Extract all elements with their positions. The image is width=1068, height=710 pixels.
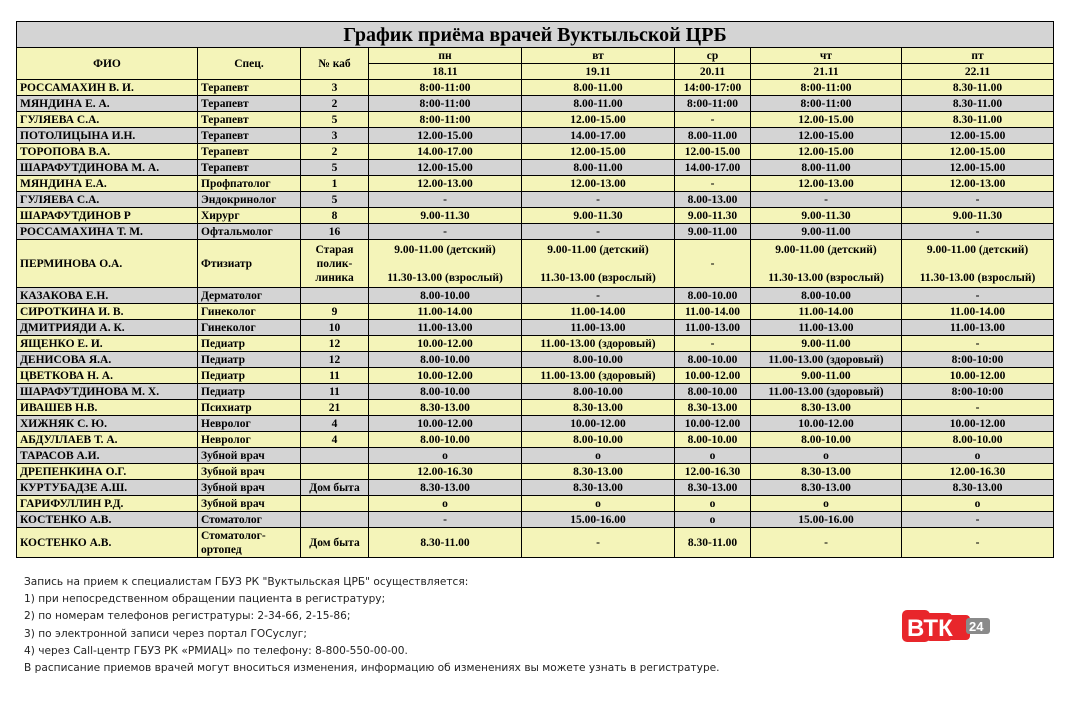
schedule-cell: - xyxy=(522,224,675,240)
schedule-cell: 10.00-12.00 xyxy=(902,416,1054,432)
doctor-name: КОСТЕНКО А.В. xyxy=(17,528,198,558)
room-number: 1 xyxy=(301,176,369,192)
room-number: 2 xyxy=(301,96,369,112)
doctor-specialty: Фтизиатр xyxy=(198,240,301,288)
table-row xyxy=(17,416,1054,432)
schedule-cell: - xyxy=(902,528,1054,558)
schedule-cell: 12.00-13.00 xyxy=(751,176,902,192)
doctor-specialty: Терапевт xyxy=(198,128,301,144)
schedule-cell: 8.00-11.00 xyxy=(751,160,902,176)
doctor-name: ДЕНИСОВА Я.А. xyxy=(17,352,198,368)
schedule-cell: 8.00-10.00 xyxy=(675,432,751,448)
schedule-cell: 14:00-17:00 xyxy=(675,80,751,96)
schedule-cell: 8.00-10.00 xyxy=(369,384,522,400)
schedule-cell: о xyxy=(751,496,902,512)
doctor-specialty: Педиатр xyxy=(198,384,301,400)
schedule-cell: 8.00-10.00 xyxy=(369,352,522,368)
header-name: ФИО xyxy=(17,48,198,80)
schedule-cell: 8.30-11.00 xyxy=(902,96,1054,112)
doctor-specialty: Стоматолог xyxy=(198,512,301,528)
schedule-cell: 11.00-13.00 xyxy=(369,320,522,336)
schedule-cell: 11.00-13.00 (здоровый) xyxy=(751,352,902,368)
header-day: ср xyxy=(675,48,751,64)
schedule-cell: - xyxy=(522,528,675,558)
schedule-cell: 8:00-11:00 xyxy=(675,96,751,112)
schedule-cell: 10.00-12.00 xyxy=(902,368,1054,384)
schedule-cell: - xyxy=(522,288,675,304)
schedule-cell: 10.00-12.00 xyxy=(369,368,522,384)
schedule-cell: - xyxy=(902,192,1054,208)
doctor-name: ХИЖНЯК С. Ю. xyxy=(17,416,198,432)
doctor-specialty: Гинеколог xyxy=(198,320,301,336)
schedule-cell: 14.00-17.00 xyxy=(675,160,751,176)
schedule-cell: о xyxy=(675,512,751,528)
schedule-cell: 9.00-11.00 xyxy=(675,224,751,240)
schedule-cell: 8:00-11:00 xyxy=(751,96,902,112)
schedule-cell: 8.00-11.00 xyxy=(522,80,675,96)
doctor-specialty: Профпатолог xyxy=(198,176,301,192)
schedule-cell: 10.00-12.00 xyxy=(369,336,522,352)
schedule-cell: 8.00-11.00 xyxy=(675,128,751,144)
table-row xyxy=(17,208,1054,224)
page-title: График приёма врачей Вуктыльской ЦРБ xyxy=(17,22,1054,48)
schedule-cell: 15.00-16.00 xyxy=(751,512,902,528)
schedule-cell: о xyxy=(902,496,1054,512)
schedule-cell: о xyxy=(751,448,902,464)
schedule-cell: 8.00-10.00 xyxy=(369,288,522,304)
doctor-specialty: Эндокринолог xyxy=(198,192,301,208)
doctor-name: РОССАМАХИНА Т. М. xyxy=(17,224,198,240)
doctor-name: ДМИТРИЯДИ А. К. xyxy=(17,320,198,336)
room-number xyxy=(301,512,369,528)
doctor-name: ПЕРМИНОВА О.А. xyxy=(17,240,198,288)
table-row xyxy=(17,400,1054,416)
room-number: 10 xyxy=(301,320,369,336)
schedule-cell: 8.30-11.00 xyxy=(369,528,522,558)
logo-number: 24 xyxy=(969,619,984,634)
footer-line: 1) при непосредственном обращении пациента в регистратуру; xyxy=(24,593,386,606)
doctor-name: ГУЛЯЕВА С.А. xyxy=(17,112,198,128)
room-number: 4 xyxy=(301,416,369,432)
doctor-name: ШАРАФУТДИНОВ Р xyxy=(17,208,198,224)
table-row xyxy=(17,80,1054,96)
header-day: вт xyxy=(522,48,675,64)
table-row xyxy=(17,320,1054,336)
schedule-cell: 9.00-11.00 xyxy=(751,224,902,240)
room-number: 3 xyxy=(301,80,369,96)
schedule-cell: 9.00-11.30 xyxy=(522,208,675,224)
table-row xyxy=(17,128,1054,144)
schedule-cell: - xyxy=(902,512,1054,528)
schedule-cell: - xyxy=(902,336,1054,352)
schedule-cell: 8.30-13.00 xyxy=(751,464,902,480)
vtk24-logo xyxy=(900,604,992,646)
schedule-cell: 8.00-10.00 xyxy=(902,432,1054,448)
schedule-cell: 12.00-13.00 xyxy=(369,176,522,192)
schedule-cell: 8.00-10.00 xyxy=(675,384,751,400)
schedule-cell: 11.00-13.00 (здоровый) xyxy=(522,368,675,384)
schedule-cell: 11.00-13.00 xyxy=(522,320,675,336)
schedule-cell: 12.00-15.00 xyxy=(751,144,902,160)
schedule-cell: 8.00-10.00 xyxy=(369,432,522,448)
schedule-cell: 12.00-16.30 xyxy=(675,464,751,480)
table-row xyxy=(17,224,1054,240)
schedule-cell: о xyxy=(902,448,1054,464)
schedule-cell: 9.00-11.00 (детский) 11.30-13.00 (взрослый) xyxy=(751,240,902,288)
schedule-cell: 8.00-10.00 xyxy=(522,352,675,368)
doctor-specialty: Терапевт xyxy=(198,160,301,176)
room-number: 3 xyxy=(301,128,369,144)
schedule-cell: - xyxy=(751,192,902,208)
schedule-cell: 12.00-15.00 xyxy=(751,128,902,144)
schedule-cell: 12.00-15.00 xyxy=(522,112,675,128)
schedule-cell: 9.00-11.30 xyxy=(675,208,751,224)
schedule-cell: 11.00-14.00 xyxy=(522,304,675,320)
table-row xyxy=(17,528,1054,558)
doctor-specialty: Терапевт xyxy=(198,112,301,128)
schedule-cell: 9.00-11.30 xyxy=(902,208,1054,224)
table-row xyxy=(17,240,1054,288)
room-number: Старая полик-линика xyxy=(301,240,369,288)
schedule-cell: 8.30-11.00 xyxy=(902,112,1054,128)
room-number xyxy=(301,496,369,512)
schedule-cell: - xyxy=(522,192,675,208)
schedule-cell: 14.00-17.00 xyxy=(522,128,675,144)
table-row xyxy=(17,384,1054,400)
schedule-cell: - xyxy=(675,112,751,128)
schedule-cell: 11.00-13.00 xyxy=(675,320,751,336)
schedule-cell: 12.00-15.00 xyxy=(522,144,675,160)
schedule-cell: 8.30-11.00 xyxy=(675,528,751,558)
header-day: пн xyxy=(369,48,522,64)
schedule-cell: - xyxy=(902,400,1054,416)
doctor-specialty: Хирург xyxy=(198,208,301,224)
schedule-cell: 11.00-14.00 xyxy=(369,304,522,320)
schedule-cell: - xyxy=(751,528,902,558)
header-date: 20.11 xyxy=(675,64,751,80)
doctor-name: ШАРАФУТДИНОВА М. Х. xyxy=(17,384,198,400)
table-row xyxy=(17,112,1054,128)
doctor-name: ТОРОПОВА В.А. xyxy=(17,144,198,160)
schedule-cell: 8.30-13.00 xyxy=(522,480,675,496)
schedule-cell: 11.00-13.00 xyxy=(751,320,902,336)
schedule-cell: 12.00-15.00 xyxy=(369,128,522,144)
doctor-name: ГАРИФУЛЛИН Р.Д. xyxy=(17,496,198,512)
schedule-cell: 8.30-13.00 xyxy=(522,400,675,416)
schedule-cell: 9.00-11.00 (детский) 11.30-13.00 (взрослый) xyxy=(522,240,675,288)
doctor-specialty: Зубной врач xyxy=(198,496,301,512)
room-number: 11 xyxy=(301,384,369,400)
schedule-cell: 8.30-13.00 xyxy=(902,480,1054,496)
schedule-cell: 8.00-10.00 xyxy=(751,288,902,304)
doctor-name: КУРТУБАДЗЕ А.Ш. xyxy=(17,480,198,496)
doctor-name: ГУЛЯЕВА С.А. xyxy=(17,192,198,208)
room-number xyxy=(301,288,369,304)
room-number: Дом быта xyxy=(301,528,369,558)
doctor-name: МЯНДИНА Е. А. xyxy=(17,96,198,112)
room-number: 5 xyxy=(301,112,369,128)
schedule-cell: 10.00-12.00 xyxy=(751,416,902,432)
room-number: 12 xyxy=(301,336,369,352)
schedule-cell: 11.00-14.00 xyxy=(675,304,751,320)
room-number xyxy=(301,464,369,480)
doctor-name: ЦВЕТКОВА Н. А. xyxy=(17,368,198,384)
schedule-cell: о xyxy=(369,496,522,512)
header-date: 22.11 xyxy=(902,64,1054,80)
table-row xyxy=(17,496,1054,512)
doctor-name: ДРЕПЕНКИНА О.Г. xyxy=(17,464,198,480)
room-number: 16 xyxy=(301,224,369,240)
schedule-cell: 12.00-15.00 xyxy=(902,160,1054,176)
schedule-cell: 8.30-13.00 xyxy=(369,480,522,496)
doctor-specialty: Стоматолог-ортопед xyxy=(198,528,301,558)
schedule-cell: 8.00-10.00 xyxy=(751,432,902,448)
schedule-cell: 8.00-13.00 xyxy=(675,192,751,208)
schedule-table xyxy=(16,21,1054,558)
table-row xyxy=(17,336,1054,352)
schedule-cell: 8.00-10.00 xyxy=(522,432,675,448)
header-room: № каб xyxy=(301,48,369,80)
schedule-cell: 8.00-11.00 xyxy=(522,160,675,176)
doctor-name: МЯНДИНА Е.А. xyxy=(17,176,198,192)
schedule-cell: 8:00-11:00 xyxy=(369,112,522,128)
header-date: 21.11 xyxy=(751,64,902,80)
room-number: 12 xyxy=(301,352,369,368)
schedule-cell: 8.30-13.00 xyxy=(675,400,751,416)
header-date: 18.11 xyxy=(369,64,522,80)
table-row xyxy=(17,160,1054,176)
schedule-cell: 8.30-13.00 xyxy=(675,480,751,496)
room-number: 5 xyxy=(301,192,369,208)
room-number: 11 xyxy=(301,368,369,384)
doctor-specialty: Офтальмолог xyxy=(198,224,301,240)
schedule-cell: - xyxy=(902,288,1054,304)
schedule-cell: 8.00-10.00 xyxy=(675,288,751,304)
schedule-cell: - xyxy=(675,176,751,192)
schedule-cell: 8.00-10.00 xyxy=(675,352,751,368)
doctor-specialty: Невролог xyxy=(198,432,301,448)
schedule-cell: - xyxy=(369,512,522,528)
table-row xyxy=(17,352,1054,368)
doctor-specialty: Терапевт xyxy=(198,144,301,160)
schedule-cell: 9.00-11.00 (детский) 11.30-13.00 (взрослый) xyxy=(369,240,522,288)
schedule-cell: о xyxy=(675,448,751,464)
doctor-name: ЯЩЕНКО Е. И. xyxy=(17,336,198,352)
schedule-cell: 9.00-11.00 xyxy=(751,336,902,352)
schedule-cell: 12.00-13.00 xyxy=(902,176,1054,192)
schedule-cell: 8.30-13.00 xyxy=(751,400,902,416)
table-row xyxy=(17,480,1054,496)
table-row xyxy=(17,512,1054,528)
schedule-cell: 12.00-15.00 xyxy=(902,144,1054,160)
doctor-specialty: Педиатр xyxy=(198,336,301,352)
room-number: Дом быта xyxy=(301,480,369,496)
header-spec: Спец. xyxy=(198,48,301,80)
schedule-cell: - xyxy=(902,224,1054,240)
schedule-cell: 8.00-11.00 xyxy=(522,96,675,112)
schedule-cell: 8.30-13.00 xyxy=(751,480,902,496)
schedule-cell: 11.00-13.00 xyxy=(902,320,1054,336)
header-day: чт xyxy=(751,48,902,64)
doctor-name: РОССАМАХИН В. И. xyxy=(17,80,198,96)
schedule-cell: 8:00-11:00 xyxy=(751,80,902,96)
schedule-cell: - xyxy=(369,192,522,208)
doctor-specialty: Педиатр xyxy=(198,352,301,368)
room-number: 5 xyxy=(301,160,369,176)
footer-notes xyxy=(24,574,864,677)
doctor-name: ПОТОЛИЦЫНА И.Н. xyxy=(17,128,198,144)
table-row xyxy=(17,288,1054,304)
doctor-specialty: Терапевт xyxy=(198,80,301,96)
schedule-cell: о xyxy=(369,448,522,464)
schedule-cell: 12.00-15.00 xyxy=(675,144,751,160)
schedule-cell: 10.00-12.00 xyxy=(369,416,522,432)
table-row xyxy=(17,192,1054,208)
room-number: 2 xyxy=(301,144,369,160)
doctor-name: ТАРАСОВ А.И. xyxy=(17,448,198,464)
schedule-cell: 9.00-11.30 xyxy=(369,208,522,224)
room-number: 21 xyxy=(301,400,369,416)
schedule-cell: 9.00-11.30 xyxy=(751,208,902,224)
schedule-cell: 12.00-13.00 xyxy=(522,176,675,192)
schedule-cell: 8.30-13.00 xyxy=(522,464,675,480)
schedule-cell: - xyxy=(675,240,751,288)
schedule-cell: о xyxy=(522,496,675,512)
schedule-cell: 14.00-17.00 xyxy=(369,144,522,160)
schedule-cell: 9.00-11.00 (детский) 11.30-13.00 (взрослый) xyxy=(902,240,1054,288)
doctor-specialty: Психиатр xyxy=(198,400,301,416)
schedule-cell: 8.00-10.00 xyxy=(522,384,675,400)
schedule-cell: 10.00-12.00 xyxy=(675,368,751,384)
schedule-cell: 8:00-11:00 xyxy=(369,96,522,112)
doctor-name: ШАРАФУТДИНОВА М. А. xyxy=(17,160,198,176)
schedule-cell: о xyxy=(675,496,751,512)
table-row xyxy=(17,368,1054,384)
doctor-name: АБДУЛЛАЕВ Т. А. xyxy=(17,432,198,448)
table-row xyxy=(17,304,1054,320)
doctor-specialty: Зубной врач xyxy=(198,464,301,480)
doctor-specialty: Дерматолог xyxy=(198,288,301,304)
schedule-cell: 8.30-13.00 xyxy=(369,400,522,416)
schedule-cell: 10.00-12.00 xyxy=(675,416,751,432)
logo-text: ВТК xyxy=(907,615,953,642)
doctor-name: КОСТЕНКО А.В. xyxy=(17,512,198,528)
doctor-specialty: Невролог xyxy=(198,416,301,432)
schedule-cell: 12.00-15.00 xyxy=(751,112,902,128)
doctor-name: ИВАШЕВ Н.В. xyxy=(17,400,198,416)
schedule-cell: 9.00-11.00 xyxy=(751,368,902,384)
table-row xyxy=(17,432,1054,448)
footer-line: Запись на прием к специалистам ГБУЗ РК "Вуктыльская ЦРБ" осуществляется: xyxy=(24,576,469,588)
doctor-name: СИРОТКИНА И. В. xyxy=(17,304,198,320)
schedule-cell: 8.30-11.00 xyxy=(902,80,1054,96)
schedule-cell: 8:00-10:00 xyxy=(902,352,1054,368)
table-row xyxy=(17,176,1054,192)
schedule-cell: 15.00-16.00 xyxy=(522,512,675,528)
doctor-specialty: Гинеколог xyxy=(198,304,301,320)
schedule-cell: 12.00-15.00 xyxy=(369,160,522,176)
footer-line: 3) по электронной записи через портал ГОСуслуг; xyxy=(24,627,307,640)
header-date: 19.11 xyxy=(522,64,675,80)
table-row xyxy=(17,96,1054,112)
schedule-cell: - xyxy=(369,224,522,240)
schedule-cell: - xyxy=(675,336,751,352)
schedule-cell: 10.00-12.00 xyxy=(522,416,675,432)
schedule-cell: 12.00-16.30 xyxy=(369,464,522,480)
room-number xyxy=(301,448,369,464)
doctor-name: КАЗАКОВА Е.Н. xyxy=(17,288,198,304)
doctor-specialty: Терапевт xyxy=(198,96,301,112)
header-day: пт xyxy=(902,48,1054,64)
footer-line: В расписание приемов врачей могут вноситься изменения, информацию об изменениях вы можете узнать в регистратуре. xyxy=(24,661,720,674)
schedule-cell: 11.00-14.00 xyxy=(751,304,902,320)
table-row xyxy=(17,448,1054,464)
schedule-cell: 11.00-13.00 (здоровый) xyxy=(522,336,675,352)
footer-line: 2) по номерам телефонов регистратуры: 2-34-66, 2-15-86; xyxy=(24,610,351,623)
doctor-specialty: Зубной врач xyxy=(198,480,301,496)
schedule-cell: 12.00-16.30 xyxy=(902,464,1054,480)
schedule-cell: 8:00-11:00 xyxy=(369,80,522,96)
schedule-cell: 12.00-15.00 xyxy=(902,128,1054,144)
room-number: 9 xyxy=(301,304,369,320)
doctor-specialty: Зубной врач xyxy=(198,448,301,464)
schedule-cell: 11.00-14.00 xyxy=(902,304,1054,320)
table-row xyxy=(17,144,1054,160)
table-row xyxy=(17,464,1054,480)
schedule-cell: о xyxy=(522,448,675,464)
room-number: 8 xyxy=(301,208,369,224)
schedule-cell: 8:00-10:00 xyxy=(902,384,1054,400)
footer-line: 4) через Call-центр ГБУЗ РК «РМИАЦ» по телефону: 8-800-550-00-00. xyxy=(24,644,408,657)
schedule-cell: 11.00-13.00 (здоровый) xyxy=(751,384,902,400)
doctor-specialty: Педиатр xyxy=(198,368,301,384)
room-number: 4 xyxy=(301,432,369,448)
